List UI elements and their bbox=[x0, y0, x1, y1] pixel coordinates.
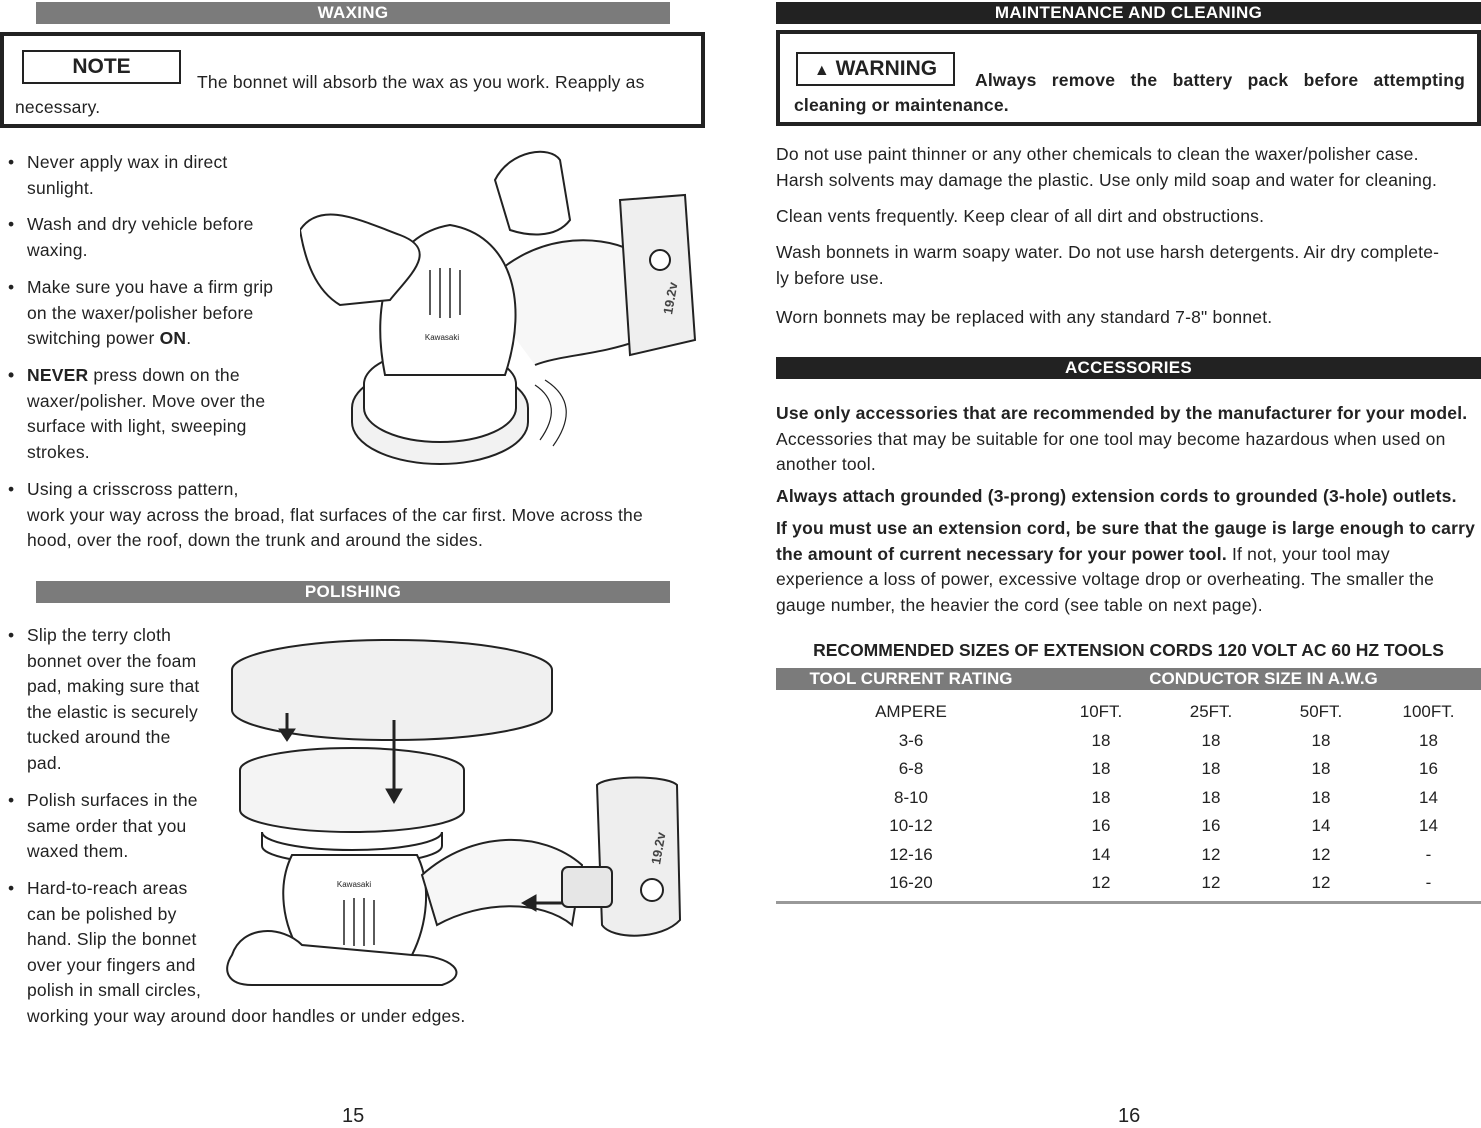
maintenance-paragraph-2: Clean vents frequently. Keep clear of all dirt and obstructions. bbox=[776, 206, 1265, 226]
bullet-line: Hard-to-reach areas bbox=[27, 878, 188, 898]
bullet-line: over your fingers and bbox=[27, 954, 196, 975]
table-cell: 18 bbox=[1419, 730, 1438, 750]
bullet-line: Never apply wax in direct bbox=[27, 152, 228, 172]
warning-triangle-icon: ▲ bbox=[813, 62, 830, 79]
illustration-brand-label: Kawasaki bbox=[424, 333, 460, 342]
bullet-line: waxer/polisher. Move over the bbox=[27, 390, 266, 411]
table-row bbox=[776, 755, 1481, 784]
table-cell: 18 bbox=[1091, 730, 1111, 750]
bullet-line: on the waxer/polisher before bbox=[27, 302, 254, 323]
table-cell: 12 bbox=[1311, 873, 1331, 893]
bullet-line: bonnet over the foam bbox=[27, 650, 197, 671]
table-row bbox=[776, 727, 1481, 756]
warning-text-line1: Always remove the battery pack before attempting bbox=[975, 70, 1465, 90]
polishing-heading: POLISHING bbox=[36, 581, 670, 603]
bullet-line: work your way across the broad, flat surfaces of the car first. Move across the bbox=[27, 504, 643, 525]
bullet-line: Wash and dry vehicle before bbox=[27, 214, 254, 234]
column-header: 10FT. bbox=[1079, 702, 1123, 722]
table-cell: 16 bbox=[1201, 816, 1221, 836]
table-cell: 12 bbox=[1311, 844, 1331, 864]
bullet-line: pad, making sure that bbox=[27, 676, 200, 696]
bullet-line: Using a crisscross pattern, bbox=[27, 479, 239, 499]
table-cell: 18 bbox=[1311, 730, 1331, 750]
bullet-line: surface with light, sweeping bbox=[27, 416, 247, 436]
waxer-in-use-illustration bbox=[300, 140, 700, 475]
warning-label bbox=[796, 52, 955, 86]
paragraph-line: Do not use paint thinner or any other chemicals to clean the waxer/polisher case. bbox=[776, 144, 1419, 164]
paragraph-line: another tool. bbox=[776, 454, 876, 474]
column-header: AMPERE bbox=[875, 702, 947, 722]
cord-table-header-left: TOOL CURRENT RATING bbox=[809, 669, 1013, 688]
bullet-line: Slip the terry cloth bbox=[27, 625, 172, 645]
illustration-voltage-label: 19.2v bbox=[660, 280, 681, 316]
page-number-right: 16 bbox=[1118, 1105, 1141, 1127]
table-cell: 14 bbox=[1419, 816, 1438, 836]
table-cell: 18 bbox=[1201, 759, 1221, 779]
maintenance-paragraph-1 bbox=[776, 142, 1481, 193]
column-header: 50FT. bbox=[1299, 702, 1343, 722]
table-cell: 3-6 bbox=[898, 730, 924, 750]
bullet-line: Make sure you have a firm grip bbox=[27, 277, 274, 297]
bullet-line: Polish surfaces in the bbox=[27, 790, 198, 810]
bullet-end: . bbox=[186, 328, 192, 348]
paragraph-line: gauge number, the heavier the cord (see table on next page). bbox=[776, 594, 1263, 615]
page-number-left: 15 bbox=[342, 1105, 365, 1127]
column-header: 100FT. bbox=[1402, 702, 1455, 722]
accessories-paragraph-2: Always attach grounded (3-prong) extension cords to grounded (3-hole) outlets. bbox=[776, 486, 1457, 506]
note-text-line2: necessary. bbox=[15, 97, 101, 117]
waxing-heading: WAXING bbox=[36, 2, 670, 24]
table-cell: - bbox=[1425, 873, 1432, 893]
warning-text-line2: cleaning or maintenance. bbox=[794, 95, 1009, 115]
cord-table-title: RECOMMENDED SIZES OF EXTENSION CORDS 120 VOLT AC 60 HZ TOOLS bbox=[813, 640, 1444, 660]
table-cell: 18 bbox=[1201, 787, 1221, 807]
table-row bbox=[776, 784, 1481, 813]
accessories-heading: ACCESSORIES bbox=[776, 357, 1481, 379]
bullet-line: polish in small circles, bbox=[27, 980, 202, 1000]
table-row bbox=[776, 841, 1481, 870]
column-header: 25FT. bbox=[1189, 702, 1233, 722]
bullet-line: the elastic is securely bbox=[27, 701, 198, 722]
bullet-line: hand. Slip the bonnet bbox=[27, 929, 197, 949]
table-bottom-rule bbox=[776, 901, 1481, 904]
polisher-assembly-illustration bbox=[222, 625, 692, 1000]
table-cell: 18 bbox=[1091, 787, 1111, 807]
cord-table-header-right: CONDUCTOR SIZE IN A.W.G bbox=[1149, 669, 1378, 688]
maintenance-paragraph-4: Worn bonnets may be replaced with any standard 7-8" bonnet. bbox=[776, 307, 1273, 327]
warning-box bbox=[776, 30, 1481, 126]
table-cell: 16 bbox=[1419, 759, 1438, 779]
table-cell: 16 bbox=[1091, 816, 1111, 836]
paragraph-line: experience a loss of power, excessive voltage drop or overheating. The smaller the bbox=[776, 569, 1435, 589]
table-cell: 12 bbox=[1201, 844, 1221, 864]
accessories-paragraph-3 bbox=[776, 516, 1481, 618]
bullet-line: press down on the bbox=[88, 365, 240, 385]
bullet-line: waxing. bbox=[27, 239, 88, 260]
paragraph-line: If not, your tool may bbox=[1226, 543, 1390, 564]
table-cell: 14 bbox=[1419, 787, 1438, 807]
warning-label-text: WARNING bbox=[835, 57, 938, 80]
table-cell: 12-16 bbox=[889, 844, 933, 864]
bullet-line: tucked around the bbox=[27, 727, 171, 747]
maintenance-paragraph-3 bbox=[776, 240, 1481, 291]
table-row bbox=[776, 812, 1481, 841]
table-cell: 14 bbox=[1311, 816, 1331, 836]
on-emphasis: ON bbox=[159, 328, 187, 348]
note-box bbox=[0, 32, 705, 128]
paragraph-line: Accessories that may be suitable for one tool may become hazardous when used on bbox=[776, 428, 1446, 449]
accessories-bold-line: the amount of current necessary for your power tool. bbox=[776, 543, 1227, 564]
table-cell: 12 bbox=[1091, 873, 1111, 893]
table-cell: 18 bbox=[1311, 787, 1331, 807]
bullet-line: can be polished by bbox=[27, 903, 177, 924]
illustration-voltage-label: 19.2v bbox=[648, 830, 669, 866]
table-cell: 6-8 bbox=[898, 759, 924, 779]
bullet-line: working your way around door handles or under edges. bbox=[27, 1005, 466, 1026]
note-label: NOTE bbox=[22, 50, 181, 84]
bullet-line: switching power bbox=[27, 328, 160, 348]
table-cell: 16-20 bbox=[889, 873, 933, 893]
table-cell: - bbox=[1425, 844, 1432, 864]
accessories-paragraph-1 bbox=[776, 401, 1481, 478]
maintenance-heading: MAINTENANCE AND CLEANING bbox=[776, 2, 1481, 24]
table-cell: 14 bbox=[1091, 844, 1111, 864]
cord-size-table bbox=[776, 698, 1481, 898]
table-cell: 18 bbox=[1201, 730, 1221, 750]
bullet-line: waxed them. bbox=[27, 841, 129, 861]
bullet-line: hood, over the roof, down the trunk and around the sides. bbox=[27, 530, 484, 550]
paragraph-line: ly before use. bbox=[776, 267, 884, 288]
table-header-row bbox=[776, 698, 1481, 727]
table-cell: 18 bbox=[1091, 759, 1111, 779]
accessories-bold-line: Use only accessories that are recommended by the manufacturer for your model. bbox=[776, 403, 1468, 423]
table-cell: 12 bbox=[1201, 873, 1221, 893]
accessories-bold-line: If you must use an extension cord, be sure that the gauge is large enough to carry bbox=[776, 518, 1476, 538]
bullet-line: sunlight. bbox=[27, 177, 94, 198]
bullet-line: pad. bbox=[27, 752, 62, 773]
table-cell: 8-10 bbox=[893, 787, 929, 807]
illustration-brand-label: Kawasaki bbox=[336, 880, 372, 889]
paragraph-line: Harsh solvents may damage the plastic. Use only mild soap and water for cleaning. bbox=[776, 169, 1438, 190]
bullet-line: same order that you bbox=[27, 815, 187, 836]
table-cell: 10-12 bbox=[889, 816, 933, 836]
table-cell: 18 bbox=[1311, 759, 1331, 779]
bullet-line: strokes. bbox=[27, 441, 90, 462]
never-emphasis: NEVER bbox=[27, 365, 89, 385]
paragraph-line: Wash bonnets in warm soapy water. Do not use harsh detergents. Air dry complete- bbox=[776, 242, 1440, 262]
table-row bbox=[776, 869, 1481, 898]
note-text-line1: The bonnet will absorb the wax as you work. Reapply as bbox=[197, 72, 645, 92]
